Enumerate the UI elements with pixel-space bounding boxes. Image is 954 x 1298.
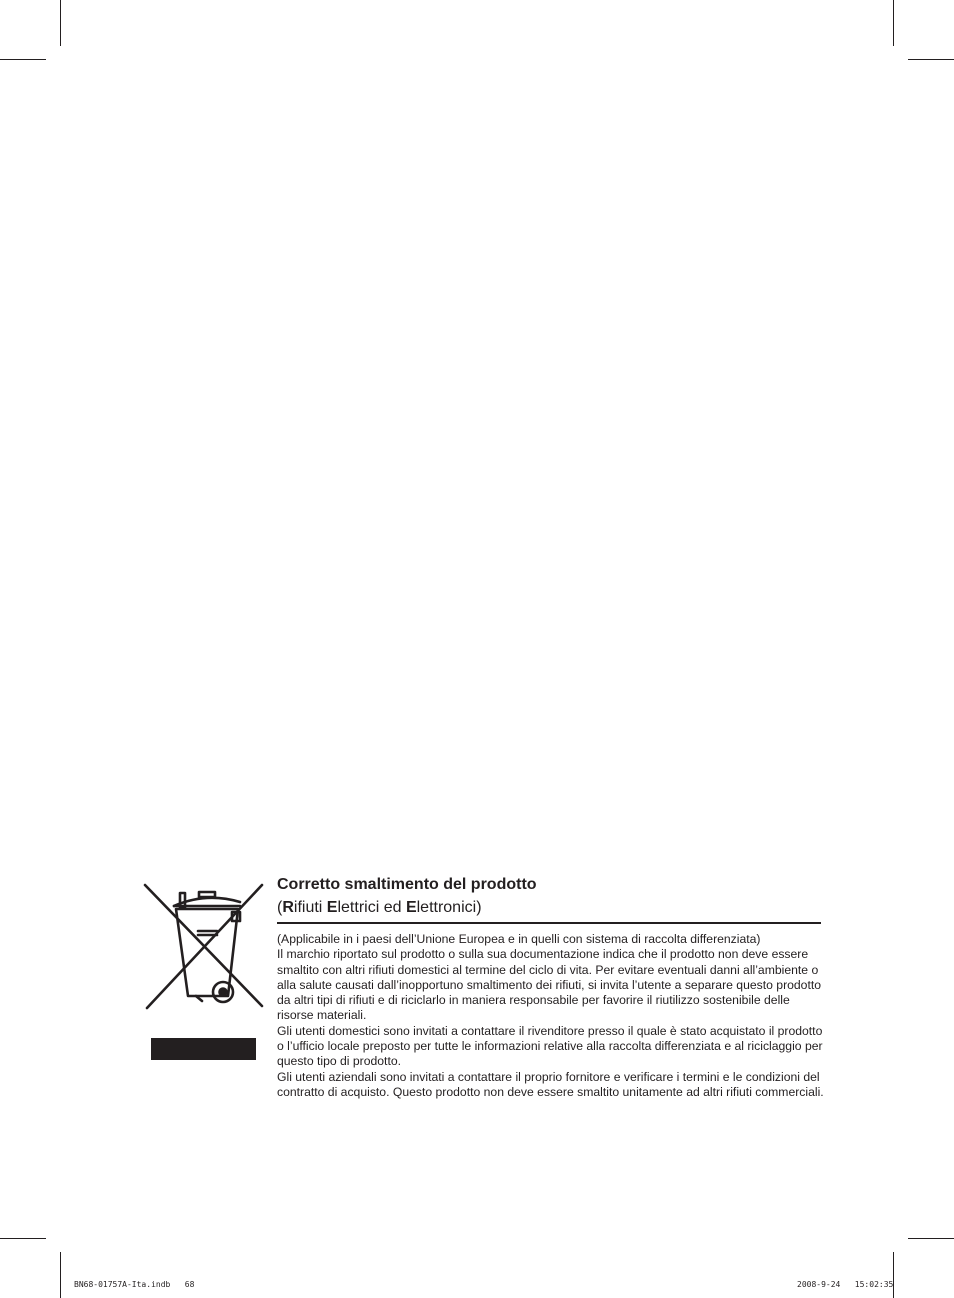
footer-file-info: BN68-01757A-Ita.indb 68 bbox=[74, 1280, 195, 1289]
crossed-out-wheelie-bin-icon bbox=[140, 882, 266, 1062]
weee-title: Corretto smaltimento del prodotto bbox=[277, 876, 537, 893]
subtitle-word-elettronici: lettronici) bbox=[416, 899, 482, 916]
weee-paragraph-scope: (Applicabile in i paesi dell’Unione Europea e in quelli con sistema di raccolta differenziata) bbox=[277, 932, 761, 946]
subtitle-initial-r: R bbox=[282, 899, 294, 916]
crop-mark-top-right-vertical bbox=[893, 0, 894, 46]
weee-paragraph-business-users: Gli utenti aziendali sono invitati a contattare il proprio fornitore e verificare i termini e le condizioni del contratto di acquisto. Questo prodotto non deve essere smaltito unitamente ad altri rifiuti commerciali. bbox=[277, 1069, 824, 1099]
weee-body-text bbox=[277, 932, 825, 1100]
crop-mark-top-right-horizontal bbox=[908, 59, 954, 60]
subtitle-initial-e1: E bbox=[326, 899, 338, 916]
crop-mark-bottom-left-horizontal bbox=[0, 1238, 46, 1239]
crop-mark-top-left-horizontal bbox=[0, 59, 46, 60]
weee-title-area bbox=[277, 874, 822, 919]
crop-mark-bottom-left-vertical bbox=[60, 1252, 61, 1298]
title-divider bbox=[277, 922, 821, 924]
subtitle-word-rifiuti: ifiuti bbox=[293, 899, 327, 916]
crop-mark-top-left-vertical bbox=[60, 0, 61, 46]
weee-paragraph-household-users: Gli utenti domestici sono invitati a contattare il rivenditore presso il quale è stato acquistato il prodotto o l’ufficio locale preposto per tutte le informazioni relative alla raccolta differenziata e al riciclaggio per questo tipo di prodotto. bbox=[277, 1023, 823, 1069]
subtitle-open-paren: ( bbox=[277, 899, 283, 916]
weee-subtitle bbox=[277, 896, 822, 919]
subtitle-word-elettrici: lettrici ed bbox=[337, 899, 406, 916]
footer-timestamp: 2008-9-24 15:02:35 bbox=[797, 1280, 894, 1289]
subtitle-initial-e2: E bbox=[405, 899, 417, 916]
crop-mark-bottom-right-horizontal bbox=[908, 1238, 954, 1239]
crop-mark-bottom-right-vertical bbox=[893, 1252, 894, 1298]
weee-paragraph-marking: Il marchio riportato sul prodotto o sulla sua documentazione indica che il prodotto non deve essere smaltito con altri rifiuti domestici al termine del ciclo di vita. Per evitare eventuali danni all’ambiente o alla salute causati dall’inopportuno smaltimento dei rifiuti, si invita l’utente a separare questo prodotto da altri tipi di rifiuti e di riciclarlo in maniera responsabile per favorire il riutilizzo sostenibile delle risorse materiali. bbox=[277, 947, 822, 1023]
weee-disposal-section bbox=[140, 868, 830, 1128]
